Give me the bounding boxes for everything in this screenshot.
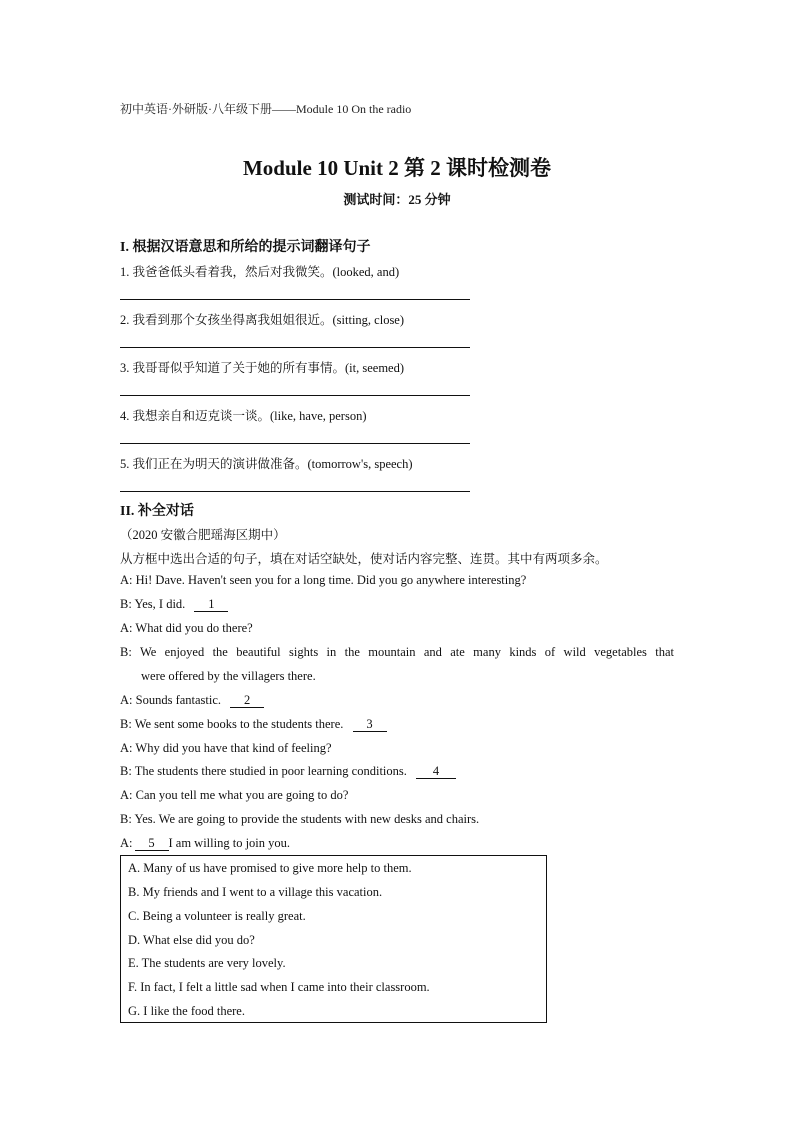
blank-4[interactable]: 4 [416,765,456,779]
dialogue-line: A: Can you tell me what you are going to do? [120,788,349,802]
dialogue-line: B: We enjoyed the beautiful sights in the mountain and ate many kinds of wild vegetables that [120,645,674,659]
translation-item-3: 3. 我哥哥似乎知道了关于她的所有事情。(it, seemed) [120,361,405,375]
blank-3[interactable]: 3 [353,718,387,732]
dialogue-line: were offered by the villagers there. [141,669,316,683]
option-c: C. Being a volunteer is really great. [128,909,306,923]
dialogue-text: A: Sounds fantastic. [120,693,222,707]
option-e: E. The students are very lovely. [128,956,286,970]
dialogue-text: B: Yes, I did. [120,597,186,611]
answer-line-1 [120,299,470,300]
question-source: （2020 安徽合肥瑶海区期中） [120,528,286,542]
option-b: B. My friends and I went to a village this vacation. [128,885,383,899]
dialogue-line [120,764,456,779]
answer-line-4 [120,443,470,444]
dialogue-line: B: Yes. We are going to provide the students with new desks and chairs. [120,812,480,826]
option-d: D. What else did you do? [128,933,255,947]
option-f: F. In fact, I felt a little sad when I came into their classroom. [128,980,430,994]
dialogue-line: A: Why did you have that kind of feeling? [120,741,332,755]
dialogue-line [120,693,264,708]
blank-5[interactable]: 5 [135,837,169,851]
dialogue-line [120,717,387,732]
page-title: Module 10 Unit 2 第 2 课时检测卷 [242,156,551,180]
page-header: 初中英语·外研版·八年级下册——Module 10 On the radio [120,102,412,116]
option-g: G. I like the food there. [128,1004,245,1018]
option-a: A. Many of us have promised to give more help to them. [128,861,412,875]
blank-1[interactable]: 1 [194,598,228,612]
translation-item-1: 1. 我爸爸低头看着我，然后对我微笑。(looked, and) [120,265,400,279]
options-box [120,855,547,1023]
blank-2[interactable]: 2 [230,694,264,708]
answer-line-2 [120,347,470,348]
test-time: 测试时间：25 分钟 [343,192,451,207]
dialogue-line [120,836,290,851]
section2-title: II. 补全对话 [120,504,194,519]
translation-item-4: 4. 我想亲自和迈克谈一谈。(like, have, person) [120,409,367,423]
dialogue-text: I am willing to join you. [168,836,291,850]
translation-item-2: 2. 我看到那个女孩坐得离我姐姐很近。(sitting, close) [120,313,405,327]
dialogue-text: B: We sent some books to the students there. [120,717,344,731]
section1-title: I. 根据汉语意思和所给的提示词翻译句子 [120,240,371,255]
dialogue-line: A: Hi! Dave. Haven't seen you for a long time. Did you go anywhere interesting? [120,573,527,587]
translation-item-5: 5. 我们正在为明天的演讲做准备。(tomorrow's, speech) [120,457,413,471]
instruction: 从方框中选出合适的句子，填在对话空缺处，使对话内容完整、连贯。其中有两项多余。 [120,552,608,566]
answer-line-3 [120,395,470,396]
answer-line-5 [120,491,470,492]
dialogue-text: A: [120,836,133,850]
dialogue-text: B: The students there studied in poor learning conditions. [120,764,407,778]
dialogue-line: A: What did you do there? [120,621,253,635]
dialogue-line [120,597,228,612]
